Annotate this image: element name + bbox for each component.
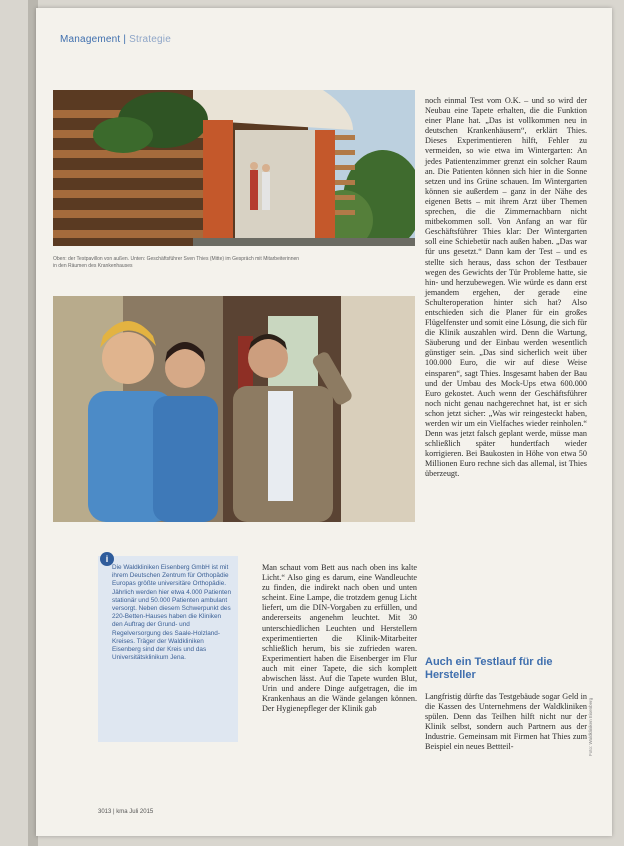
info-icon: i: [100, 552, 114, 566]
pavilion-photo: [53, 90, 415, 246]
photo-credit: Foto: Waldkliniken Eisenberg: [588, 697, 593, 756]
article-column-middle: Man schaut vom Bett aus nach oben ins kalte Licht.“ Also ging es darum, eine Wandleuchte zu finden, die indirekt nach oben und unten scheint. Eine Lampe, die trotzdem genug Licht liefert, um die DIN-Vorgaben zu erfüllen, und andererseits angenehm leuchtet. Mit 30 unterschiedlichen Leuchten und Herstellern experimentierten die Klinik-Mitarbeiter schließlich herum, bis sie zufrieden waren. Experimentiert haben die Eisenberger im Flur auch mit einer Tapete, die sich komplett abwischen lässt. Auf die Tapete wurden Blut, Urin und andere Dinge aufgetragen, die im Krankenhaus an die Wände gelangen können. Der Hygienepfleger der Klinik gab: [262, 563, 417, 714]
info-box: Die Waldkliniken Eisenberg GmbH ist mit ihrem Deutschen Zentrum für Orthopädie Europas größte universitäre Orthopädie. Jährlich werden hier etwa 4.000 Patienten stationär und 50.000 Patienten ambulant versorgt. Neben diesem Schwerpunkt des 220-Betten-Hauses haben die Kliniken den Auftrag der Grund- und Regelversorgung des Saale-Holzland-Kreises. Träger der Waldkliniken Eisenberg sind der Kreis und das Universitätsklinikum Jena.: [98, 556, 238, 742]
section-label: Management: [60, 34, 121, 45]
section-header: [60, 34, 171, 45]
article-column-right-bottom: Langfristig dürfte das Testgebäude sogar Geld in die Kassen des Unternehmens der Waldkliniken spülen. Denn das Teilhen hilft nicht nur der Klinik selbst, sondern auch Partnern aus der Industrie. Gemeinsam mit Firmen hat Thies zum Beispiel ein neues Bettteil-: [425, 692, 587, 752]
page-footer: 3013 | kma Juli 2015: [98, 809, 154, 815]
article-column-right-top: noch einmal Test vom O.K. – und so wird der Neubau eine Tapete erhalten, die die Funktion einer Plane hat. „Das ist vollkommen neu in deutschen Krankenhäusern“, erklärt Thies. Dieses Experimentieren hilft, Fehler zu vermeiden, so wie etwa im Wintergarten: An jedes Patientenzimmer grenzt ein solcher Raum an. Die Patienten können sich hier in die Sonne setzen und ins Grüne schauen. Im Wintergarten können sie außerdem – ganz in der Nähe des eigenen Betts – mit ihrem Arzt über Themen sprechen, die die Zimmernachbarn nicht mitbekommen soll. Von Anfang an war für Geschäftsführer Thies klar: Der Wintergarten soll eine Schiebetür nach außen haben. „Das war für uns gesetzt.“ Dann kam der Test – und es stellte sich heraus, dass schon der Testbauer wegen des Gewichts der Tür Probleme hatte, sie hin- und herzubewegen. Wie würde es dann erst jemandem ergehen, der gerade eine Schulteroperation hinter sich hat? Also entschieden sich die Planer für ein großes Flügelfenster und somit eine Lösung, die sich für die Klinik auszahlen wird. Denn die Wartung, Säuberung und der Einbau werden wesentlich günstiger sein. „Das sind sicherlich weit über 100.000 Euro, die wir auf diese Weise einsparen“, sagt Thies. Insgesamt haben der Bau und der Umbau des Mock-Ups etwa 600.000 Euro gekostet. Auch wenn der Geschäftsführer noch nicht genau nachgerechnet hat, ist er sich schon jetzt sicher: „Was wir reingesteckt haben, werden wir um ein Vielfaches wieder reinholen.“ Denn was jetzt falsch geplant werde, müsse man schließlich später hundertfach wieder korrigieren. Bei Baukosten in Höhe von etwa 50 Millionen Euro rechne sich das allemal, ist Thies überzeugt.: [425, 96, 587, 479]
subsection-label: Strategie: [129, 34, 171, 45]
photo-caption: Oben: der Testpavillon von außen. Unten: Geschäftsführer Sven Thies (Mitte) im Gespräch mit Mitarbeiterinnen in den Räumen des Krankenhauses: [53, 256, 300, 269]
section-separator: |: [123, 34, 127, 45]
subheading: Auch ein Testlauf für die Hersteller: [425, 656, 553, 681]
hallway-photo: [53, 296, 415, 522]
